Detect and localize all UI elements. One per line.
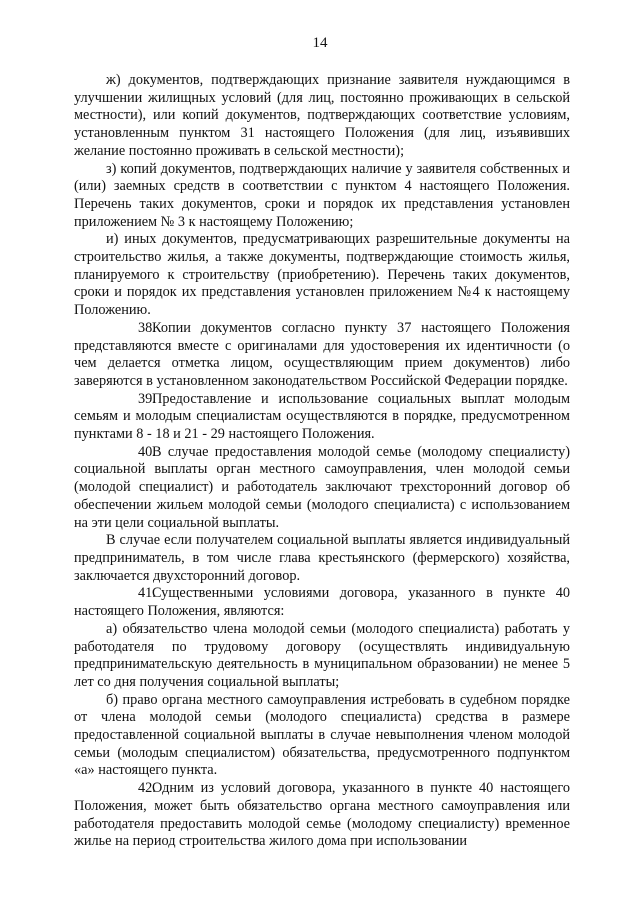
paragraph-39 — [74, 391, 570, 444]
paragraph-41 — [74, 585, 570, 620]
document-body — [74, 72, 570, 851]
paragraph-text: В случае если получателем социальной выплаты является индивидуальный предприниматель, в том числе глава крестьянского (фермерского) хозяйства, заключается двухсторонний договор. — [74, 532, 570, 584]
paragraph-text: В случае предоставления молодой семье (молодому специалисту) социальной выплаты орган местного самоуправления, член молодой семьи (молодой специалист) и работодатель заключают трехсторонний договор об обеспечении жильем молодой семьи (молодого специалиста) с использованием на эти цели социальной выплаты. — [74, 443, 570, 531]
paragraph-number: 40. — [138, 443, 156, 460]
paragraph-text: Предоставление и использование социальных выплат молодым семьям и молодым специалистам осуществляются в порядке, предусмотренном пунктами 8 - 18 и 21 - 29 настоящего Положения. — [74, 390, 570, 443]
paragraph-text: з) копий документов, подтверждающих наличие у заявителя собственных и (или) заемных средств в соответствии с пунктом 4 настоящего Положения. Перечень таких документов, сроки и порядок их представления установлен приложением № 3 к настоящему Положению; — [74, 160, 570, 230]
paragraph-40-continued — [74, 532, 570, 585]
paragraph-number: 39. — [138, 390, 156, 407]
paragraph-text: а) обязательство члена молодой семьи (молодого специалиста) работать у работодателя по трудовому договору (осуществлять индивидуальную предпринимательскую деятельность в муниципальном образовании) не менее 5 лет со дня получения социальной выплаты; — [74, 620, 570, 690]
paragraph-text: б) право органа местного самоуправления истребовать в судебном порядке от члена молодой семьи (молодого специалиста) средства в размере предоставленной социальной выплаты в случае невыполнения членом молодой семьи (молодым специалистом) обязательства, предусмотренного подпунктом «а» настоящего пункта. — [74, 691, 570, 779]
paragraph-zh — [74, 72, 570, 161]
paragraph-number: 42. — [138, 780, 156, 797]
paragraph-text: и) иных документов, предусматривающих разрешительные документы на строительство жилья, а также документы, подтверждающие стоимость жилья, планируемого к строительству (приобретению). Перечень таких документов, сроки и порядок их представления установлен приложением №4 к настоящему Положению. — [74, 231, 570, 319]
paragraph-38 — [74, 320, 570, 391]
paragraph-text: Существенными условиями договора, указанного в пункте 40 настоящего Положения, являются: — [74, 585, 570, 620]
paragraph-i — [74, 231, 570, 320]
paragraph-42 — [74, 780, 570, 851]
paragraph-number: 38. — [138, 319, 156, 336]
paragraph-text: Копии документов согласно пункту 37 настоящего Положения представляются вместе с оригиналами для удостоверения их идентичности (о чем делается отметка лицом, осуществляющим прием документов) либо заверяются в установленном законодательством Российской Федерации порядке. — [74, 319, 570, 389]
page-number: 14 — [312, 35, 328, 51]
paragraph-41-b — [74, 692, 570, 781]
paragraph-text: ж) документов, подтверждающих признание заявителя нуждающимся в улучшении жилищных условий (для лиц, постоянно проживающих в сельской местности), или копий документов, подтверждающих соответствие условиям, установленным пунктом 31 настоящего Положения (для лиц, изъявивших желание постоянно проживать в сельской местности); — [74, 72, 570, 159]
paragraph-text: Одним из условий договора, указанного в пункте 40 настоящего Положения, может быть обязательство органа местного самоуправления или работодателя предоставить молодой семье (молодому специалисту) временное жилье на период строительства жилого дома при использовании — [74, 780, 570, 850]
paragraph-41-a — [74, 621, 570, 692]
paragraph-z — [74, 161, 570, 232]
paragraph-40 — [74, 444, 570, 533]
paragraph-number: 41. — [138, 585, 156, 602]
